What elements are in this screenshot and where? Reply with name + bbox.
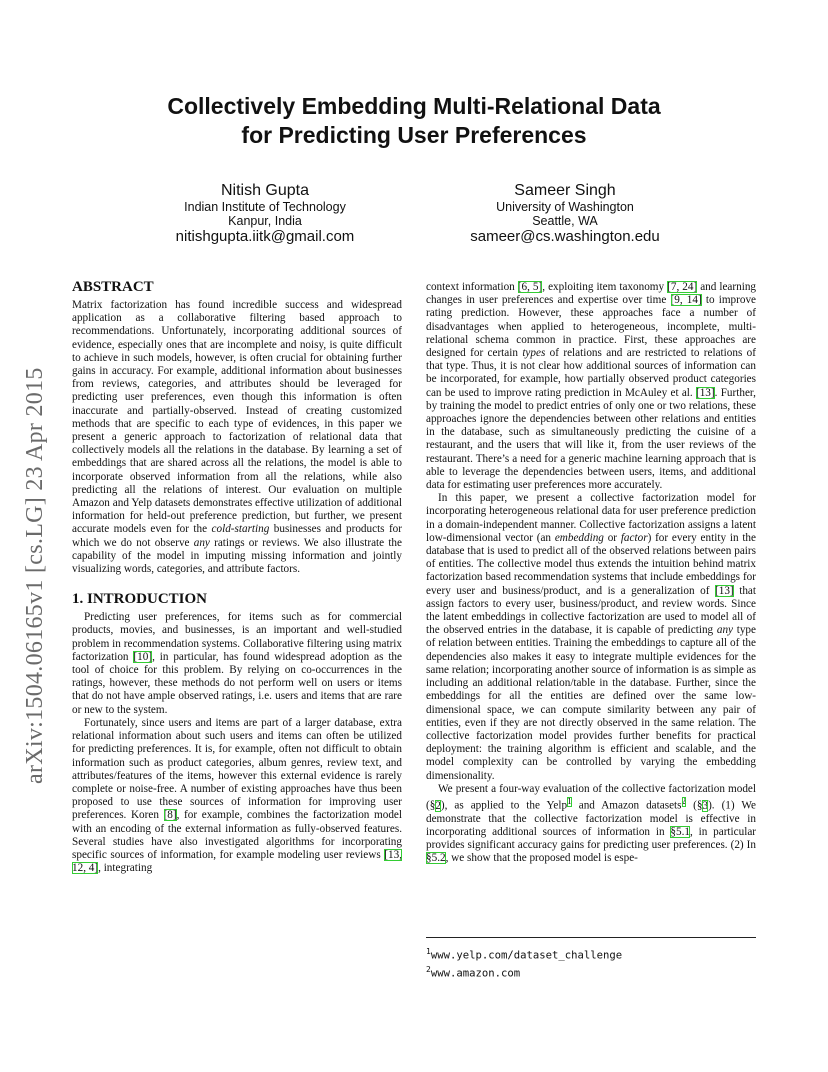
author-affiliation: Indian Institute of Technology — [184, 200, 346, 214]
arxiv-stamp: arXiv:1504.06165v1 [cs.LG] 23 Apr 2015 — [22, 367, 48, 784]
footnote-link[interactable]: 2 — [681, 796, 687, 807]
citation-link[interactable]: [9, 14] — [670, 294, 702, 307]
section-link[interactable]: §5.2 — [426, 852, 446, 865]
intro-heading: 1. INTRODUCTION — [72, 591, 208, 608]
citation-link[interactable]: [8] — [163, 809, 177, 822]
author-email: sameer@cs.washington.edu — [470, 228, 660, 245]
citation-link[interactable]: [7, 24] — [667, 281, 698, 293]
section-link[interactable]: §5.1 — [670, 826, 690, 839]
citation-link[interactable]: [13] — [695, 386, 715, 399]
author-block-2 — [415, 181, 715, 246]
right-column — [426, 281, 756, 866]
footnote-2: $^2$www.amazon.com — [426, 964, 521, 980]
author-name: Sameer Singh — [514, 182, 616, 199]
paper-title — [0, 92, 828, 150]
section-link[interactable]: 3 — [702, 799, 709, 812]
citation-link[interactable]: [10] — [133, 650, 153, 663]
author-location: Kanpur, India — [228, 214, 302, 228]
author-email: nitishgupta.iitk@gmail.com — [175, 228, 355, 245]
citation-link[interactable]: [13, 12, 4] — [72, 848, 402, 875]
right-paragraph-1: context information [6, 5], exploiting item taxonomy [7, 24] and learning changes in user preferences and expertise over time [9, 14] to improve rating prediction. However, these approaches face a number of disadvantages when applied to heterogeneous, incomplete, multi-relational schema common in practice. First, these approaches are designed for certain types of relations and are restricted to relations of that type. Thus, it is not clear how additional sources of information can be incorporated, for example, how partially observed product categories can be used to improve rating prediction in McAuley et al. [13]. Further, by training the model to predict entries of only one or two relations, these approaches ignore the dependencies between other relations and entities in the database, such as simultaneously predicting the cuisine of a restaurant, and the users that will like it, from the user reviews of the restaurant. There’s a need for a generic machine learning approach that is able to leverage the dependencies between users, items, and additional data for estimating user preferences more accurately. — [426, 281, 757, 492]
left-column — [72, 278, 402, 875]
right-paragraph-3: We present a four-way evaluation of the collective factorization model (§2), as applied to the Yelp$^1$ and Amazon datasets$^2$ (§3). (1) We demonstrate that the collective factorization model is effective in incorporating additional sources of information in §5.1, in particular provides significant accuracy gains for predicting user preferences. (2) In §5.2, we show that the proposed model is espe- — [426, 782, 757, 865]
title-line-2: for Predicting User Preferences — [241, 122, 587, 148]
footnote-link[interactable]: 1 — [567, 796, 572, 807]
author-location: Seattle, WA — [532, 214, 598, 228]
abstract-heading: ABSTRACT — [72, 279, 154, 295]
footnote-1: $^1$www.yelp.com/dataset_challenge — [426, 947, 623, 962]
citation-link[interactable]: [13] — [715, 584, 734, 597]
intro-paragraph-1: Predicting user preferences, for items such as for commercial products, movies, and businesses, is an important and well-studied problem in recommendation systems. Collaborative filtering using matrix factorization [10], in particular, has found widespread adoption as the tool of choice for this problem. By relying on co-occurrences in the ratings, however, these methods do not perform well on users or items that do not have ample observed ratings, i.e. users and items that are rare or new to the system. — [72, 611, 402, 716]
section-link[interactable]: 2 — [435, 799, 441, 812]
author-affiliation: University of Washington — [496, 200, 634, 214]
author-name: Nitish Gupta — [220, 182, 310, 199]
intro-paragraph-2: Fortunately, since users and items are part of a larger database, extra relational information about such users and items can often be utilized for predicting preferences. It is, for example, often not difficult to obtain information such as product categories, album genres, review text, and attributes/features of the items, however this external evidence is rarely complete or noise-free. A number of existing approaches have thus been proposed to use these sources of information for improving user preferences. Koren [8], for example, combines the factorization model with an encoding of the external information as fully-observed features. Several studies have also investigated algorithms for incorporating specific sources of information, for example modeling user reviews [13, 12, 4], integrating — [72, 716, 402, 875]
citation-link[interactable]: [6, 5] — [517, 281, 543, 293]
footnotes — [426, 937, 756, 980]
author-block-1 — [115, 181, 415, 246]
abstract-text: Matrix factorization has found incredible success and widespread application as a collaborative filtering based approach to recommendations. Unfortunately, incorporating additional sources of evidence, especially ones that are incomplete and noisy, is quite difficult to achieve in such models, however, is often crucial for obtaining further gains in accuracy. For example, additional information about businesses from reviews, categories, and attributes should be leveraged for predicting user preferences, even though this information is often inaccurate and partially-observed. Instead of creating customized methods that are specific to each type of evidences, in this paper we present a generic approach to factorization of relational data that collectively models all the relations in the database. By learning a set of embeddings that are shared across all the relations, the model is able to incorporate observed information from all the relations, while also predicting all the relations of interest. Our evaluation on multiple Amazon and Yelp datasets demonstrates effective utilization of additional information for held-out preference prediction, but further, we present accurate models even for the cold-starting businesses and products for which we do not observe any ratings or reviews. We also illustrate the capability of the model in imputing missing information and jointly visualizing words, categories, and attribute factors. — [72, 299, 402, 576]
title-line-1: Collectively Embedding Multi-Relational Data — [167, 93, 661, 119]
right-paragraph-2: In this paper, we present a collective factorization model for incorporating heterogeneous relational data for user preference prediction in a domain-independent manner. Collective factorization assigns a latent low-dimensional vector (an embedding or factor) for every entity in the database that is used to predict all of the observed relations between pairs of entities. The collective model thus extends the intuition behind matrix factorization based recommendation systems that include embeddings for every user and business/product, and is a generalization of [13] that assign factors to every user, business/product, and review words. Since the latent embeddings in collective factorization are used to model all of the observed entries in the database, it is capable of predicting any type of relation between entities. Training the embeddings to capture all of the dependencies also makes it easy to integrate multiple evidences for the same relation; incorporating another source of information is as simple as including an additional relation/table in the database. Further, since the embeddings for all the entities are defined over the same low-dimensional space, we can compute similarity between any pair of entities, even if they are not directly observed in the same relation. The collective factorization model provides further benefits for practical deployment: the training algorithm is efficient and scalable, and the model complexity can be controlled by varying the embedding dimensionality. — [426, 492, 756, 782]
